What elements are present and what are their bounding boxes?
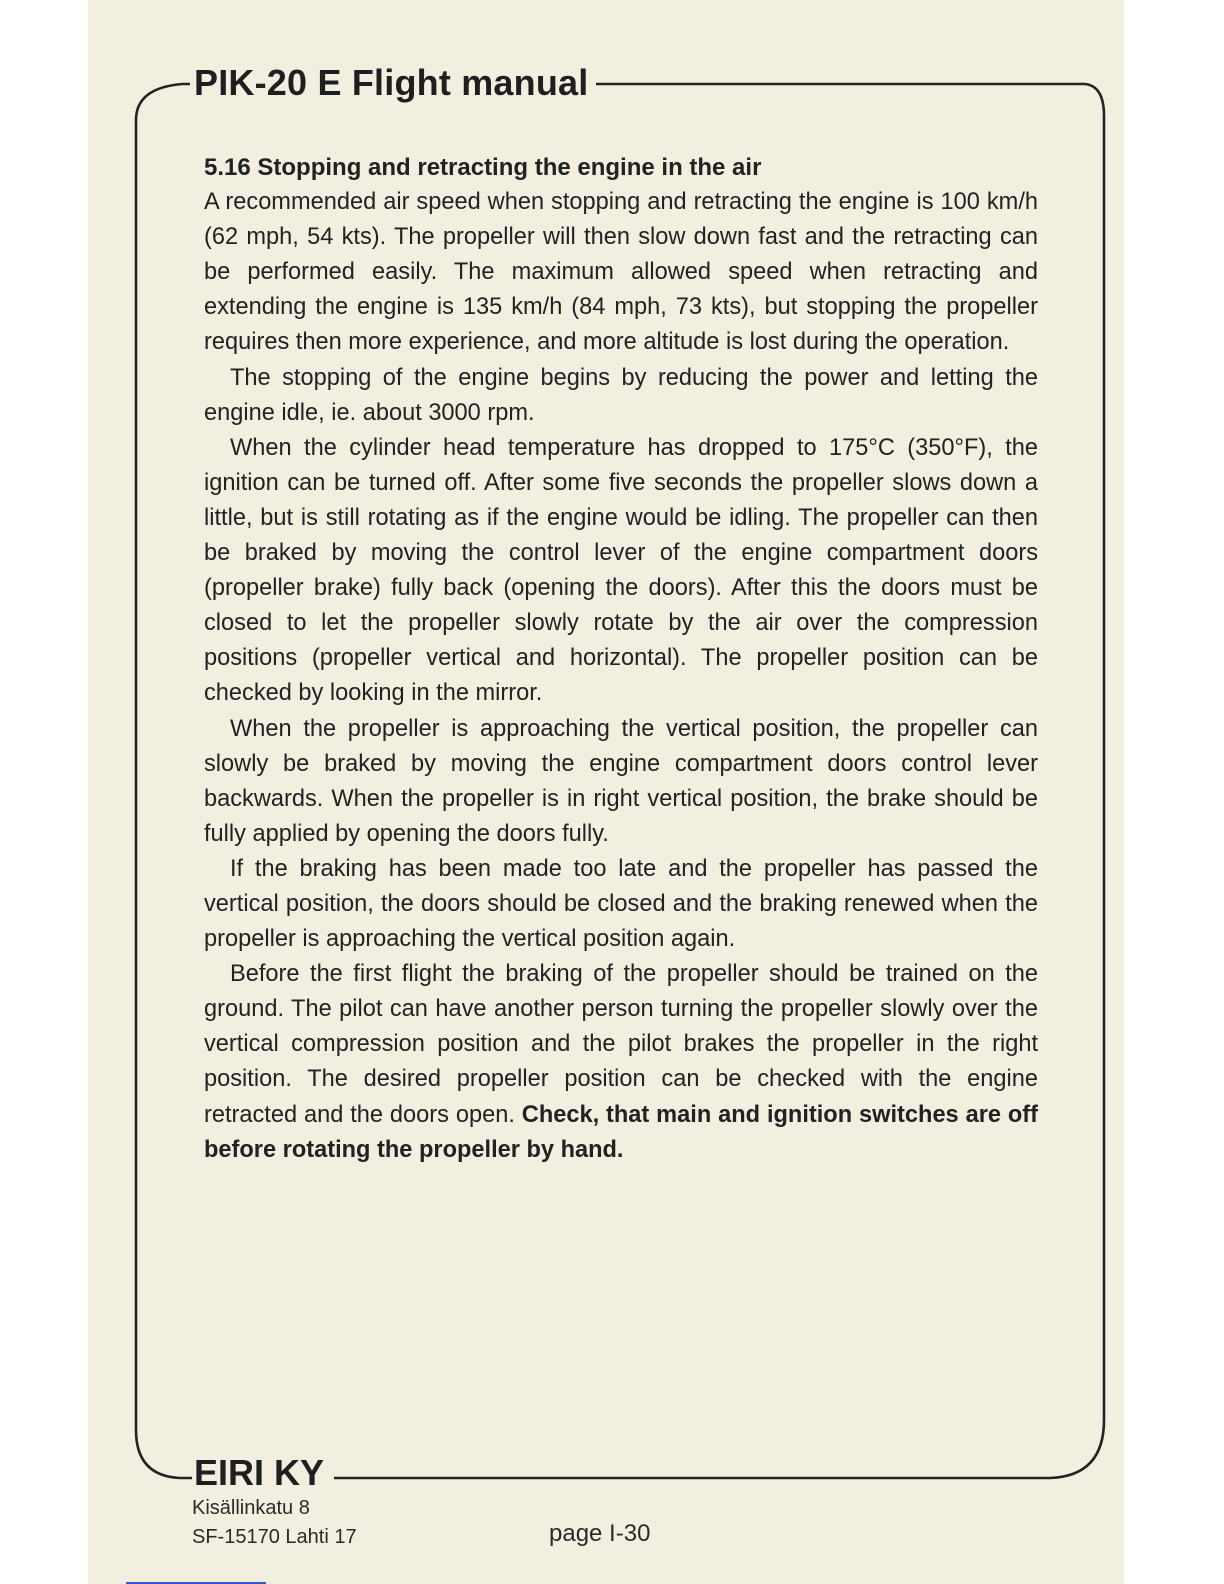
address-street: Kisällinkatu 8 xyxy=(192,1497,310,1519)
paragraph-idle: The stopping of the engine begins by reducing the power and letting the engine idle, ie. about 3000 rpm. xyxy=(204,364,1038,426)
paragraph-ignition-off: When the cylinder head temperature has dropped to 175°C (350°F), the ignition can be turned off. After some five seconds the propeller slows down a little, but is still rotating as if the engine would be idling. The propeller can then be braked by moving the control lever of the engine compartment doors (propeller brake) fully back (opening the doors). After this the doors must be closed to let the propeller slowly rotate by the air over the compression positions (propeller vertical and horizontal). The propeller position can be checked by looking in the mirror. xyxy=(204,434,1038,707)
paragraph-vertical-braking: When the propeller is approaching the vertical position, the propeller can slowly be braked by moving the engine compartment doors control lever backwards. When the propeller is in right vertical position, the brake should be fully applied by opening the doors fully. xyxy=(204,715,1038,847)
address-city: SF-15170 Lahti 17 xyxy=(192,1526,357,1548)
manual-title: PIK-20 E Flight manual xyxy=(190,62,596,104)
safety-warning: Check, that main and ignition switches are off before rotating the propeller by hand. xyxy=(204,1101,1039,1163)
paragraph-ground-training xyxy=(204,957,1038,1168)
company-name: EIRI KY xyxy=(192,1452,334,1494)
ground-training-text: Before the first flight the braking of the propeller should be trained on the ground. The pilot can have another person turning the propeller slowly over the vertical compression position and the pilot brakes the propeller in the right position. The desired propeller position can be checked with the engine retracted and the doors open. xyxy=(204,961,1038,1128)
section-heading: 5.16 Stopping and retracting the engine in the air xyxy=(204,154,762,181)
page-number: page I-30 xyxy=(549,1520,651,1547)
paragraph-airspeed: A recommended air speed when stopping and retracting the engine is 100 km/h (62 mph, 54 kts). The propeller will then slow down fast and the retracting can be performed easily. The maximum allowed speed when retracting and extending the engine is 135 km/h (84 mph, 73 kts), but stopping the propeller requires then more experience, and more altitude is lost during the operation. xyxy=(204,189,1038,356)
section-content xyxy=(204,150,1038,1168)
paragraph-late-braking: If the braking has been made too late and the propeller has passed the vertical position, the doors should be closed and the braking renewed when the propeller is approaching the vertical position again. xyxy=(204,855,1038,953)
